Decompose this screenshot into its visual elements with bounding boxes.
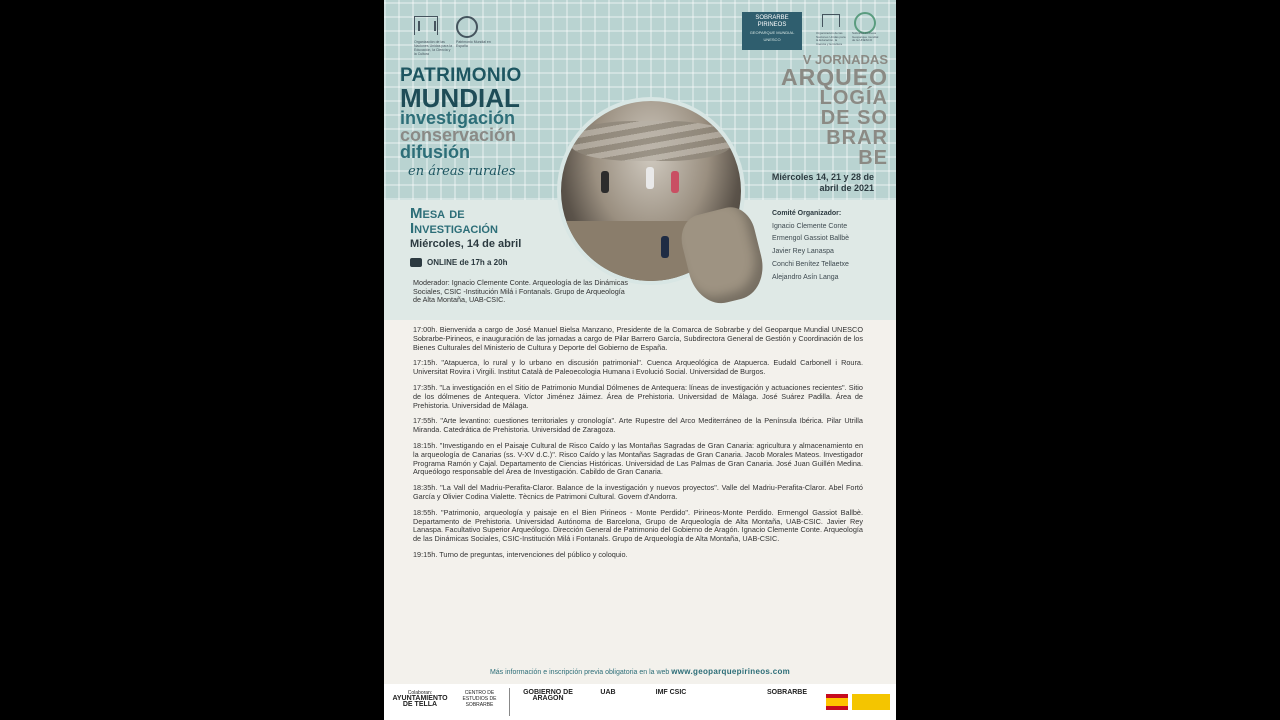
- cave-rock: [571, 121, 731, 161]
- program-item: 17:15h. "Atapuerca, lo rural y lo urbano en discusión patrimonial". Cuenca Arqueológica de Atapuerca. Eudald Carbonell i Roura. Universitat Rovira i Virgili. Institut Català de Paleoecologia Humana i Evolució Social. Universidad de Burgos.: [413, 358, 863, 377]
- program-list: [413, 326, 863, 567]
- person-figure: [601, 171, 609, 193]
- title-line-6: en áreas rurales: [408, 164, 516, 179]
- program-item: 17:00h. Bienvenida a cargo de José Manuel Bielsa Manzano, Presidente de la Comarca de Sobrarbe y del Geoparque Mundial UNESCO Sobrarbe-Pirineos, e inauguración de las jornadas a cargo de Pilar Barrero García, Subdirectora General de Gestión y Coordinación de los Bienes Culturales del Ministerio de Cultura y Deporte del Gobierno de España.: [413, 325, 863, 352]
- jornadas-line-6: BE: [858, 147, 888, 169]
- mesa-title-2: Investigación: [410, 220, 498, 237]
- moderador-text: Moderador: Ignacio Clemente Conte. Arqueología de las Dinámicas Sociales, CSIC -Institución Milá i Fontanals. Grupo de Arqueología de Alta Montaña, UAB-CSIC.: [413, 278, 628, 305]
- world-heritage-icon: [456, 16, 478, 38]
- geopark-logo-sub: GEOPARQUE MUNDIAL UNESCO: [749, 30, 795, 42]
- comite-member: Ignacio Clemente Conte: [772, 222, 848, 230]
- program-item: 17:35h. "La investigación en el Sitio de Patrimonio Mundial Dólmenes de Antequera: líneas de investigación y actuaciones recientes". Sitio de los dólmenes de Antequera. Víctor Jiménez Jáimez. Área de Prehistoria. Universidad de Málaga. José Suárez Padilla. Área de Prehistoria. Universidad de Málaga.: [413, 382, 863, 410]
- program-item: 18:55h. "Patrimonio, arqueología y paisaje en el Bien Pirineos - Monte Perdido". Pirineos-Monte Perdido. Ermengol Gassiot Ballbè. Departamento de Prehistoria. Universidad Autónoma de Barcelona, Grupo de Arqueología de Alta Montaña, UAB-CSIC. Javier Rey Lanaspa. Facultativo Superior Arqueólogo. Dirección General de Patrimonio del Gobierno de Aragón. Ignacio Clemente Conte. Arqueología de las Dinámicas Sociales, CSIC-Institución Milá i Fontanals. Grupo de Arqueología de Alta Montaña, UAB-CSIC.: [413, 507, 863, 544]
- sobrarbe-label: SOBRARBE: [766, 689, 808, 696]
- colabora-label: Colaboran:: [407, 690, 433, 696]
- title-line-4: conservación: [400, 125, 517, 145]
- comite-member: Conchi Benítez Tellaetxe: [772, 260, 849, 268]
- jornadas-dates: Miércoles 14, 21 y 28 de abril de 2021: [771, 172, 874, 193]
- more-info: [384, 667, 896, 676]
- spain-government-logo: [852, 694, 890, 710]
- unesco-logo-right: [808, 12, 888, 52]
- geoparque-text: Sobrarbe-Pirineos Geoparque mundial de la UNESCO: [852, 31, 879, 43]
- heritage-text: Patrimonio Mundial en España: [456, 40, 491, 48]
- online-text: ONLINE de 17h a 20h: [427, 258, 508, 267]
- jornadas-line-1: V JORNADAS: [802, 52, 888, 67]
- sponsor-csic: [640, 690, 702, 696]
- geopark-logo-text: SOBRARBE PIRINEOS: [755, 15, 789, 28]
- uab-label: UAB: [600, 689, 616, 696]
- jornadas-line-3: LOGÍA: [819, 87, 888, 109]
- geopark-logo: [742, 12, 802, 50]
- sponsors-bar: [384, 684, 896, 720]
- sponsor-divider: [509, 688, 510, 716]
- sponsor-uab: [584, 690, 632, 696]
- main-title: [400, 66, 550, 179]
- unesco-temple-icon: [822, 14, 840, 27]
- comite-member: Ermengol Gassiot Ballbè: [772, 235, 850, 243]
- mesa-title-1: Mesa de: [410, 205, 465, 222]
- unesco-right-text: Organización de las Naciones Unidas para la Educación, la Ciencia y la Cultura: [816, 31, 846, 46]
- jornadas-line-2: ARQUEO: [781, 64, 888, 90]
- program-item: 18:15h. "Investigando en el Paisaje Cultural de Risco Caído y las Montañas Sagradas de Gran Canaria: agricultura y almacenamiento en la arqueología de Canarias (ss. V-XV d.C.)". Risco Caído y las Montañas Sagradas de Gran Canaria. Jacob Morales Mateos. Investigador Programa Ramón y Cajal. Departamento de Ciencias Históricas. Universidad de Las Palmas de Gran Canaria. José Juan Guillén Medina. Arqueólogo responsable del Área de Investigación. Cabildo de Gran Canaria.: [413, 440, 863, 477]
- website-link[interactable]: www.geoparquepirineos.com: [671, 667, 791, 676]
- aragon-label: GOBIERNO DE ARAGON: [523, 689, 573, 702]
- program-item: 17:55h. "Arte levantino: cuestiones territoriales y cronología". Arte Rupestre del Arco Mediterráneo de la Península Ibérica. Pilar Utrilla Miranda. Catedrática de Prehistoria. Universidad de Zaragoza.: [413, 416, 863, 435]
- mesa-heading: [410, 206, 560, 250]
- title-line-1: PATRIMONIO: [400, 65, 522, 86]
- sponsor-cesob: CENTRO DE ESTUDIOS DE SOBRARBE: [462, 690, 497, 708]
- sponsor-sobrarbe: [756, 690, 818, 696]
- csic-label: IMF CSIC: [655, 689, 687, 696]
- person-figure: [661, 236, 669, 258]
- jornadas-title: [776, 54, 888, 168]
- more-info-text: Más información e inscripción previa obligatoria en la web: [489, 669, 670, 676]
- sponsor-aragon: [518, 690, 578, 702]
- unesco-temple-icon: [414, 16, 438, 35]
- unesco-text: Organización de las Naciones Unidas para la Educación, la Ciencia y la Cultura: [414, 40, 453, 56]
- title-line-5: difusión: [400, 142, 470, 162]
- tella-label: AYUNTAMIENTO DE TELLA: [392, 695, 448, 708]
- comite-organizador: [772, 208, 882, 284]
- program-item: 19:15h. Turno de preguntas, intervenciones del público y coloquio.: [413, 549, 628, 559]
- comite-member: Javier Rey Lanaspa: [772, 248, 834, 256]
- title-line-3: investigación: [400, 108, 516, 128]
- person-figure: [671, 171, 679, 193]
- person-figure: [646, 167, 654, 189]
- comite-member: Alejandro Asín Langa: [772, 273, 839, 281]
- unesco-logo-left: [398, 14, 498, 64]
- video-camera-icon: [410, 258, 422, 267]
- mesa-date: Miércoles, 14 de abril: [410, 238, 522, 250]
- jornadas-line-4: DE SO: [820, 107, 888, 129]
- sponsor-tella: [390, 690, 450, 708]
- online-info: [410, 258, 507, 267]
- spain-flag-icon: [826, 694, 848, 710]
- event-poster: [384, 0, 896, 720]
- program-item: 18:35h. "La Vall del Madriu-Perafita-Claror. Balance de la investigación y nuevos proyectos". Valle del Madriu-Perafita-Claror. Abel Fortó García y Olivier Codina Vialette. Tècnics de Patrimoni Cultural. Govern d'Andorra.: [413, 483, 863, 501]
- comite-heading: Comité Organizador:: [772, 210, 842, 217]
- title-line-2: MUNDIAL: [400, 83, 520, 113]
- jornadas-line-5: BRAR: [826, 127, 888, 149]
